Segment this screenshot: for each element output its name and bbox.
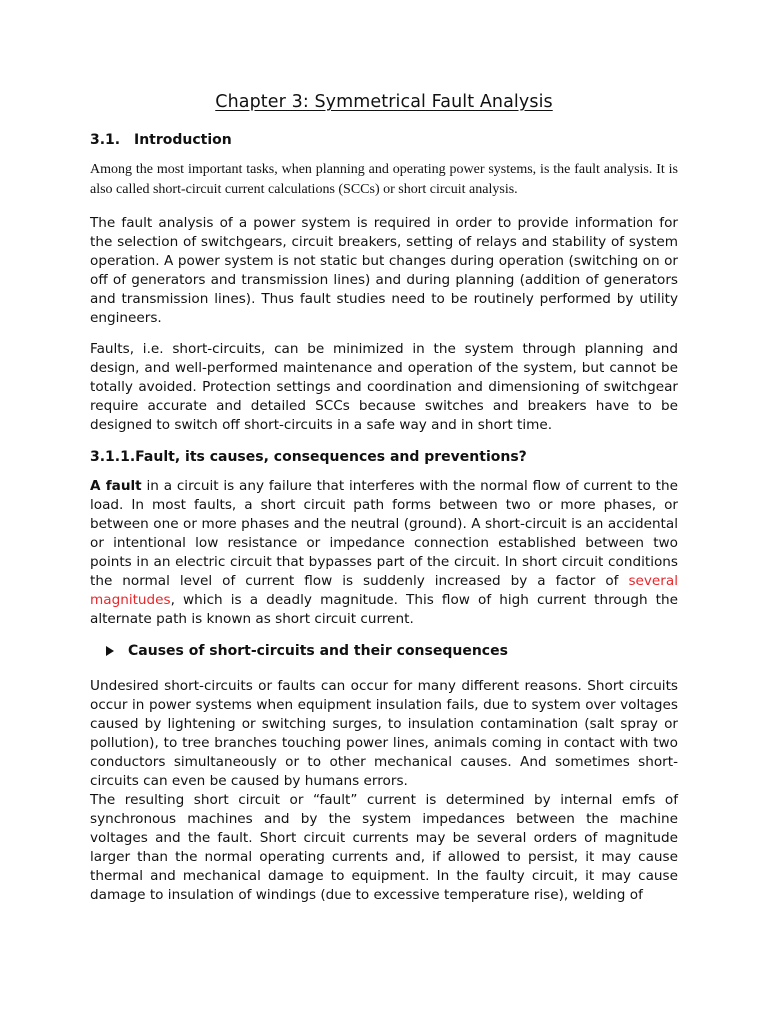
- paragraph-causes: Undesired short-circuits or faults can occur for many different reasons. Short circuits occur in power systems when equipment insulation fails, due to system over voltages caused by lightening or switching surges, to insulation contamination (salt spray or pollution), to tree branches touching power lines, animals coming in contact with two conductors simultaneously or to other mechanical causes. And sometimes short-circuits can even be caused by humans errors.: [90, 678, 678, 789]
- paragraph-faults-minimized: Faults, i.e. short-circuits, can be minimized in the system through planning and design, and well-performed maintenance and operation of the system, but cannot be totally avoided. Protection settings and coordination and dimensioning of switchgear require accurate and detailed SCCs because switches and breakers have to be designed to switch off short-circuits in a safe way and in short time.: [90, 341, 678, 433]
- bullet-heading: [106, 641, 678, 661]
- arrow-bullet-icon: [106, 646, 114, 656]
- intro-paragraph: Among the most important tasks, when planning and operating power systems, is the fault analysis. It is also called short-circuit current calculations (SCCs) or short circuit analysis.: [90, 162, 678, 197]
- paragraph-consequences: The resulting short circuit or “fault” current is determined by internal emfs of synchronous machines and by the system impedances between the machine voltages and the fault. Short circuit currents may be several orders of magnitude larger than the normal operating currents and, if allowed to persist, it may cause thermal and mechanical damage to equipment. In the faulty circuit, it may cause damage to insulation of windings (due to excessive temperature rise), welding of: [90, 792, 678, 903]
- subsection-heading: 3.1.1.Fault, its causes, consequences and preventions?: [90, 449, 527, 465]
- bullet-title: Causes of short-circuits and their consequences: [128, 643, 508, 659]
- fault-text-a: in a circuit is any failure that interferes with the normal flow of current to the load. In most faults, a short circuit path forms between two or more phases, or between one or more phases and the neutral (ground). A short-circuit is an accidental or intentional low resistance or impedance connection established between two points in an electric circuit that bypasses part of the circuit. In short circuit conditions the normal level of current flow is suddenly increased by a factor of: [90, 478, 678, 589]
- section-title: Introduction: [134, 132, 232, 148]
- fault-term: A fault: [90, 478, 142, 494]
- section-heading: [90, 130, 678, 150]
- several-magnitudes-highlight: several magnitudes: [90, 573, 678, 608]
- fault-text-b: , which is a deadly magnitude. This flow of high current through the alternate path is known as short circuit current.: [90, 592, 678, 627]
- paragraph-fault-definition: [90, 477, 678, 629]
- paragraph-fault-analysis: The fault analysis of a power system is required in order to provide information for the selection of switchgears, circuit breakers, setting of relays and stability of system operation. A power system is not static but changes during operation (switching on or off of generators and transmission lines) and during planning (addition of generators and transmission lines). Thus fault studies need to be routinely performed by utility engineers.: [90, 215, 678, 326]
- section-number: 3.1.: [90, 132, 121, 148]
- page-title: Chapter 3: Symmetrical Fault Analysis: [215, 92, 553, 112]
- document-page: [90, 88, 678, 905]
